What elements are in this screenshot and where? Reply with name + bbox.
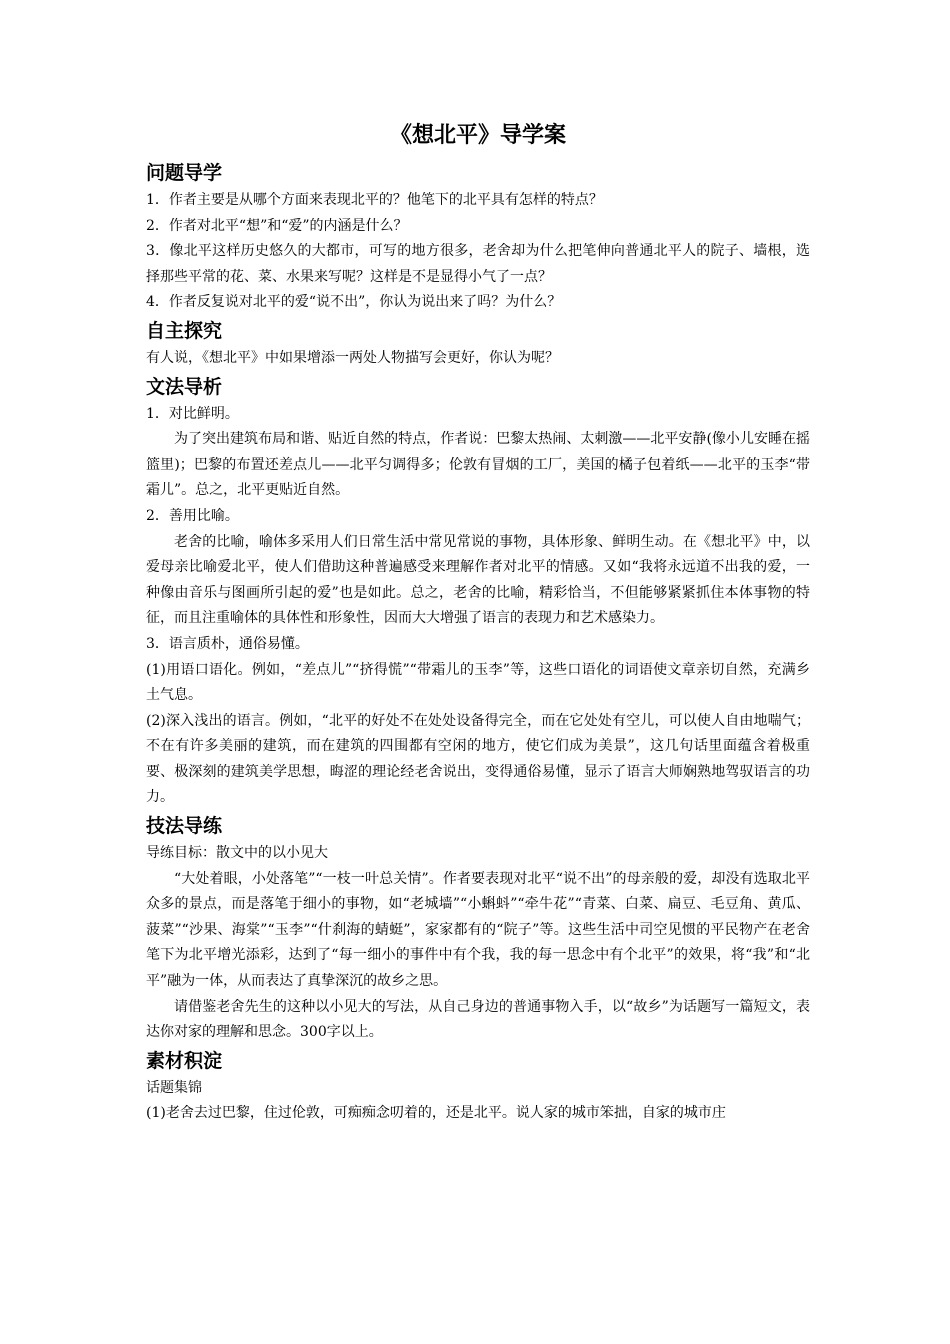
- section-writing-analysis: [146, 372, 810, 812]
- point-body: 为了突出建筑布局和谐、贴近自然的特点，作者说：巴黎太热闹、太刺激——北平安静(像小儿安睡在摇篮里)；巴黎的布置还差点儿——北平匀调得多；伦敦有冒烟的工厂，美国的橘子包着纸——北平的玉李“带霜儿”。总之，北平更贴近自然。: [146, 431, 810, 499]
- question-2: 2．作者对北平“想”和“爱”的内涵是什么？: [146, 217, 408, 234]
- sub-point: (2)深入浅出的语言。例如，“北平的好处不在处处设备得完全，而在它处处有空儿，可以使人自由地喘气；不在有许多美丽的建筑，而在建筑的四围都有空闲的地方，使它们成为美景”，这几句话里面蕴含着极重要、极深刻的建筑美学思想，晦涩的理论经老舍说出，变得通俗易懂，显示了语言大师娴熟地驾驭语言的功力。: [146, 712, 810, 806]
- section-self-inquiry: [146, 316, 810, 372]
- point-body: 老舍的比喻，喻体多采用人们日常生活中常见常说的事物，具体形象、鲜明生动。在《想北平》中，以爱母亲比喻爱北平，使人们借助这种普遍感受来理解作者对北平的情感。又如“我将永远道不出我的爱，一种像由音乐与图画所引起的爱”也是如此。总之，老舍的比喻，精彩恰当，不但能够紧紧抓住本体事物的特征，而且注重喻体的具体性和形象性，因而大大增强了语言的表现力和艺术感染力。: [146, 533, 810, 627]
- point-heading: 3．语言质朴，通俗易懂。: [146, 635, 309, 652]
- section-heading: 自主探究: [146, 319, 223, 342]
- topic-collection-label: 话题集锦: [146, 1079, 202, 1096]
- practice-body: “大处着眼，小处落笔”“一枝一叶总关情”。作者要表现对北平“说不出”的母亲般的爱，却没有选取北平众多的景点，而是落笔于细小的事物，如“老城墙”“小蝌蚪”“牵牛花”“青菜、白菜、扁豆、毛豆角、黄瓜、菠菜”“沙果、海棠”“玉李”“什刹海的蜻蜓”，家家都有的“院子”等。这些生活中司空见惯的平民物产在老舍笔下为北平增光添彩，达到了“每一细小的事件中有个我，我的每一思念中有个北平”的效果，将“我”和“北平”融为一体，从而表达了真挚深沉的故乡之思。: [146, 870, 810, 990]
- question-3: 3．像北平这样历史悠久的大都市，可写的地方很多，老舍却为什么把笔伸向普通北平人的院子、墙根，选择那些平常的花、菜、水果来写呢？这样是不是显得小气了一点？: [146, 243, 810, 285]
- practice-task: 请借鉴老舍先生的这种以小见大的写法，从自己身边的普通事物入手，以“故乡”为话题写一篇短文，表达你对家的理解和思念。300字以上。: [146, 998, 810, 1041]
- sub-point: (1)用语口语化。例如，“差点儿”“挤得慌”“带霜儿的玉李”等，这些口语化的词语使文章亲切自然，充满乡土气息。: [146, 661, 810, 704]
- practice-goal: 导练目标：散文中的以小见大: [146, 845, 328, 862]
- point-heading: 1．对比鲜明。: [146, 405, 239, 422]
- document-page: [146, 118, 810, 1127]
- section-heading: 问题导学: [146, 162, 223, 184]
- section-technique-practice: [146, 811, 810, 1046]
- section-heading: 文法导析: [146, 375, 223, 398]
- question-1: 1．作者主要是从哪个方面来表现北平的？他笔下的北平具有怎样的特点？: [146, 192, 603, 208]
- section-heading: 素材积淀: [146, 1049, 223, 1072]
- question-4: 4．作者反复说对北平的爱“说不出”，你认为说出来了吗？为什么？: [146, 294, 562, 311]
- section-heading: 技法导练: [146, 815, 223, 838]
- topic-item: (1)老舍去过巴黎，住过伦敦，可痴痴念叨着的，还是北平。说人家的城市笨拙，自家的城市庄: [146, 1105, 726, 1122]
- inquiry-question: 有人说，《想北平》中如果增添一两处人物描写会更好，你认为呢？: [146, 349, 559, 366]
- point-heading: 2．善用比喻。: [146, 507, 239, 524]
- section-material-accumulation: [146, 1046, 810, 1127]
- document-title: 《想北平》导学案: [389, 123, 566, 148]
- section-question-guide: [146, 158, 810, 316]
